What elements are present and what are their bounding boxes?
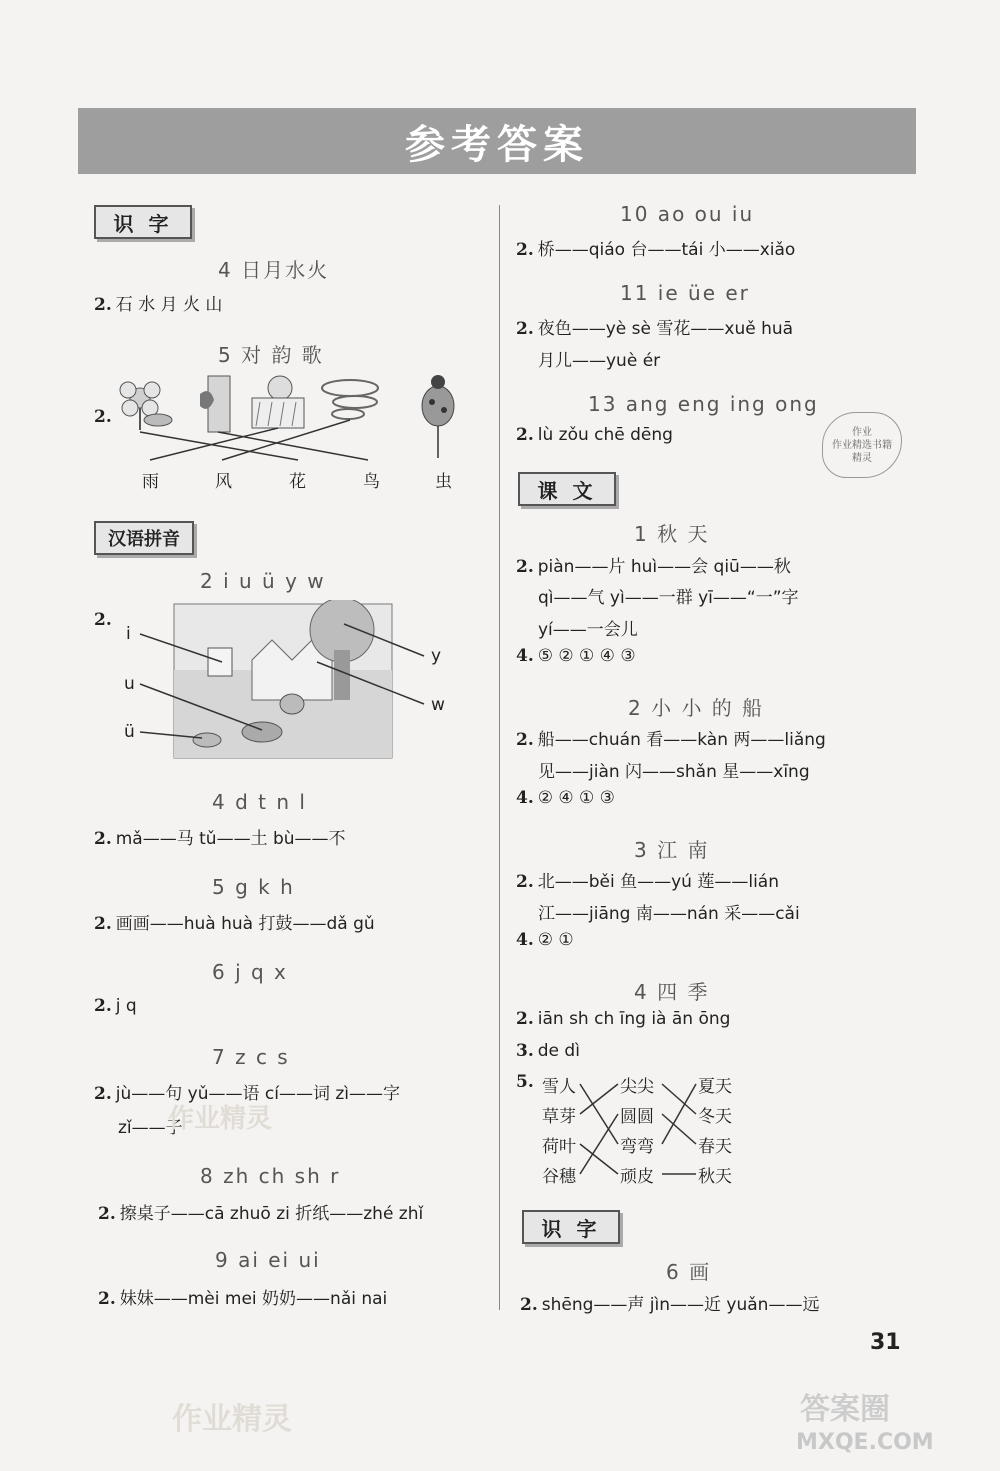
watermark-text: 作业精灵 — [168, 1104, 273, 1134]
answer-text: piàn——片 huì——会 qiū——秋 — [537, 557, 791, 577]
match-col2-item: 圆圆 — [620, 1107, 654, 1127]
answer-line — [516, 425, 673, 445]
lesson-title-k4: 4 四 季 — [634, 980, 710, 1004]
answer-line — [516, 314, 793, 339]
scene-label-w: w — [431, 695, 445, 715]
answer-line: zǐ——子 — [118, 1118, 183, 1138]
answer-text: 擦桌子——cā zhuō zi 折纸——zhé zhǐ — [119, 1204, 424, 1224]
scene-label-y: y — [431, 646, 442, 666]
question-number — [516, 1072, 538, 1092]
match-col3-item: 秋天 — [698, 1167, 732, 1187]
lesson-title-p7: 7 z c s — [212, 1045, 290, 1069]
section-tag-pinyin: 汉语拼音 — [94, 521, 194, 555]
woodpecker-tree-icon — [200, 376, 230, 432]
question-number: 2. — [520, 1295, 538, 1315]
lesson-title-p9: 9 ai ei ui — [215, 1248, 321, 1272]
answer-text: ② ④ ① ③ — [537, 788, 615, 808]
lesson-title-s6: 6 画 — [666, 1260, 712, 1284]
lesson-title-p11: 11 ie üe er — [620, 281, 750, 305]
wind-icon — [322, 380, 378, 419]
ladybug-icon — [422, 375, 454, 458]
seasons-match-lines — [578, 1072, 702, 1182]
match-line — [140, 432, 298, 460]
answer-line — [98, 1284, 387, 1309]
answer-text: ② ① — [537, 930, 574, 950]
question-number: 4. — [516, 646, 534, 666]
match-col3-item: 春天 — [698, 1137, 732, 1157]
answer-line — [98, 1199, 423, 1224]
section-tag-kewen: 课 文 — [518, 472, 616, 506]
question-number: 2. — [516, 557, 534, 577]
answer-line — [516, 235, 795, 260]
page-number: 31 — [870, 1330, 901, 1355]
question-number: 2. — [94, 1084, 112, 1104]
match-word-rain: 雨 — [142, 472, 159, 492]
question-number: 2. — [516, 730, 534, 750]
match-word-flower: 花 — [289, 472, 306, 492]
answer-text: de dì — [537, 1041, 580, 1061]
question-number: 3. — [516, 1041, 534, 1061]
match-col3-item: 冬天 — [698, 1107, 732, 1127]
answer-line — [94, 909, 375, 934]
answer-line: yí——一会儿 — [538, 620, 638, 640]
answer-line — [516, 788, 615, 808]
lesson-title-p4: 4 d t n l — [212, 790, 307, 814]
page-header-banner — [78, 108, 916, 174]
match-line — [150, 428, 278, 460]
lesson-title-p6: 6 j q x — [212, 960, 288, 984]
question-number-label: 5. — [516, 1072, 534, 1092]
question-number: 2. — [516, 319, 534, 339]
question-number: 2. — [516, 240, 534, 260]
section-tag-shizi: 识 字 — [94, 205, 192, 239]
match-word-insect: 虫 — [435, 472, 452, 492]
answer-line — [516, 1041, 580, 1061]
stamp-text: 精灵 — [852, 452, 872, 464]
answer-line — [94, 824, 346, 849]
answer-line: qì——气 yì——一群 yī——“一”字 — [538, 588, 799, 608]
lesson-title-p5: 5 g k h — [212, 875, 295, 899]
question-number: 2. — [516, 1009, 534, 1029]
match-col3-item: 夏天 — [698, 1077, 732, 1097]
site-logo: 答案圈 — [800, 1392, 890, 1427]
lesson-title-4: 4 日月水火 — [218, 258, 330, 282]
answer-line — [516, 552, 791, 577]
match-col1-item: 荷叶 — [542, 1137, 576, 1157]
answer-text: j q — [115, 996, 137, 1016]
answer-line — [94, 290, 222, 315]
answer-line — [516, 646, 636, 666]
question-number: 2. — [94, 829, 112, 849]
answer-line — [516, 930, 574, 950]
scene-label-i: i — [126, 624, 131, 644]
lesson-title-p13: 13 ang eng ing ong — [588, 392, 819, 416]
match-col1-item: 雪人 — [542, 1077, 576, 1097]
lesson-title-p10: 10 ao ou iu — [620, 202, 755, 226]
answer-text: ⑤ ② ① ④ ③ — [537, 646, 636, 666]
answer-text: 船——chuán 看——kàn 两——liǎng — [537, 730, 826, 750]
question-number: 2. — [516, 872, 534, 892]
answer-text: 夜色——yè sè 雪花——xuě huā — [537, 319, 794, 339]
lesson-title-p2: 2 i u ü y w — [200, 569, 326, 593]
lesson-title-k2: 2 小 小 的 船 — [628, 696, 765, 720]
lesson-title-k3: 3 江 南 — [634, 838, 710, 862]
lesson-title-5: 5 对 韵 歌 — [218, 343, 324, 367]
answer-text: 北——běi 鱼——yú 莲——lián — [537, 872, 780, 892]
question-number: 2. — [94, 914, 112, 934]
answer-text: mǎ——马 tǔ——土 bù——不 — [115, 829, 346, 849]
match-col2-item: 尖尖 — [620, 1077, 654, 1097]
match-word-bird: 鸟 — [363, 472, 380, 492]
scene-label-uu: ü — [124, 722, 135, 742]
question-number: 2. — [98, 1204, 116, 1224]
match-col1-item: 草芽 — [542, 1107, 576, 1127]
column-divider — [499, 205, 500, 1310]
question-number: 2. — [94, 996, 112, 1016]
scene-label-u: u — [124, 674, 135, 694]
answer-text: iān sh ch īng ià ān ōng — [537, 1009, 731, 1029]
question-number: 2. — [516, 425, 534, 445]
answer-line: 月儿——yuè ér — [538, 351, 661, 371]
answer-line — [516, 1009, 730, 1029]
site-watermark: MXQE.COM — [796, 1430, 934, 1455]
lesson-title-p8: 8 zh ch sh r — [200, 1164, 341, 1188]
answer-text: lù zǒu chē dēng — [537, 425, 673, 445]
answer-text: 石 水 月 火 山 — [115, 295, 223, 315]
answer-text: 妹妹——mèi mei 奶奶——nǎi nai — [119, 1289, 388, 1309]
watermark-text-bottom: 作业精灵 — [172, 1402, 292, 1437]
answer-text: shēng——声 jìn——近 yuǎn——远 — [541, 1295, 820, 1315]
match-line — [218, 432, 368, 460]
stamp-text: 作业 — [852, 426, 872, 438]
answer-text: 画画——huà huà 打鼓——dǎ gǔ — [115, 914, 375, 934]
question-number-label: 2. — [94, 610, 112, 630]
match-col2-item: 顽皮 — [620, 1167, 654, 1187]
answer-line: 江——jiāng 南——nán 采——cǎi — [538, 904, 800, 924]
question-number: 4. — [516, 788, 534, 808]
answer-line — [516, 867, 779, 892]
question-number: 2. — [98, 1289, 116, 1309]
answer-line: 见——jiàn 闪——shǎn 星——xīng — [538, 762, 810, 782]
answer-line — [520, 1290, 819, 1315]
answer-line — [516, 725, 826, 750]
answer-line — [94, 996, 137, 1016]
answer-text: jù——句 yǔ——语 cí——词 zì——字 — [115, 1084, 401, 1104]
stamp-text: 作业精选书籍 — [832, 439, 892, 451]
question-number-label: 2. — [94, 407, 112, 427]
stamp-logo — [822, 412, 902, 478]
lesson-title-k1: 1 秋 天 — [634, 522, 710, 546]
question-number: 4. — [516, 930, 534, 950]
section-tag-shizi-2: 识 字 — [522, 1210, 620, 1244]
flower-icon — [120, 382, 172, 430]
pinyin-scene-illustration — [112, 600, 452, 762]
rain-cloud-icon — [252, 376, 304, 428]
match-col2-item: 弯弯 — [620, 1137, 654, 1157]
answer-text: 桥——qiáo 台——tái 小——xiǎo — [537, 240, 796, 260]
question-number: 2. — [94, 295, 112, 315]
match-word-wind: 风 — [215, 472, 232, 492]
match-col1-item: 谷穗 — [542, 1167, 576, 1187]
page-title: 参考答案 — [405, 121, 589, 168]
